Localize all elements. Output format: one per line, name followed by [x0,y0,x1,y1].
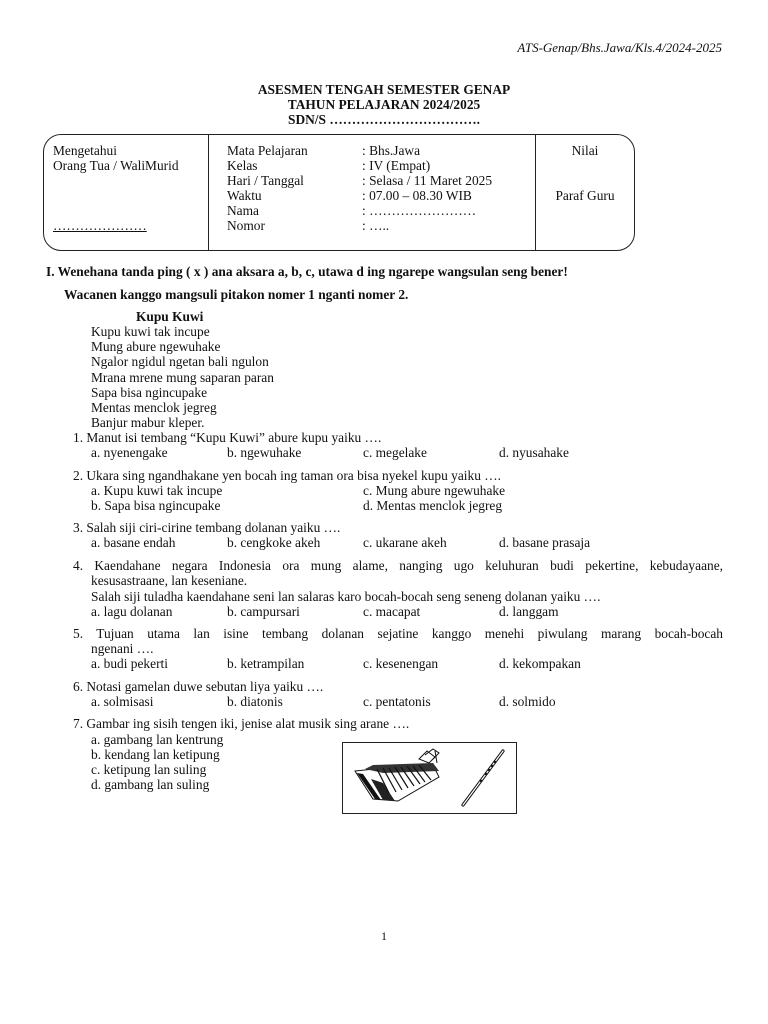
poem-line: Sapa bisa ngincupake [91,385,208,400]
parent-signature-line: ………………… [53,218,147,233]
exam-title: ASESMEN TENGAH SEMESTER GENAP [257,82,511,97]
poem-line: Ngalor ngidul ngetan bali ngulon [91,354,269,369]
question-2: 2. Ukara sing ngandhakane yen bocah ing taman ora bisa nyekel kupu yaiku …. [73,468,502,483]
info-value: : 07.00 – 08.30 WIB [362,188,472,203]
answer-option-c: c. ketipung lan suling [91,762,207,777]
answer-option-a: a. solmisasi [91,694,154,709]
answer-option-c: c. pentatonis [363,694,431,709]
answer-option-a: a. budi pekerti [91,656,168,671]
poem-line: Banjur mabur kleper. [91,415,205,430]
answer-option-a: a. gambang lan kentrung [91,732,224,747]
info-label: Mata Pelajaran [227,143,308,158]
school-name: SDN/S ……………………………. [288,112,480,127]
info-value: : Selasa / 11 Maret 2025 [362,173,493,188]
question-3: 3. Salah siji ciri-cirine tembang dolanan yaiku …. [73,520,341,535]
divider [208,135,209,251]
answer-option-d: d. kekompakan [499,656,581,671]
answer-option-a: a. nyenengake [91,445,168,460]
student-info-box [43,134,635,251]
instrument-picture-frame [342,742,517,814]
info-label: Hari / Tanggal [227,173,304,188]
answer-option-b: b. campursari [227,604,300,619]
question-4-prompt: Salah siji tuladha kaendahane seni lan salaras karo bocah-bocah seng seneng dolanan yaiku …. [91,589,601,604]
question-4: 4. Kaendahane negara Indonesia ora mung alame, nanging ugo keluhuran budi pekertine, kebudayaane, [73,558,723,573]
info-label: Waktu [227,188,262,203]
reading-instruction: Wacanen kanggo mangsuli pitakon nomer 1 nganti nomer 2. [64,287,409,302]
question-4-continued: kesusastraane, lan keseniane. [91,573,248,588]
question-5: 5. Tujuan utama lan isine tembang dolanan sejatine kanggo menehi piwulang marang bocah-bocah [73,626,723,641]
question-6: 6. Notasi gamelan duwe sebutan liya yaiku …. [73,679,324,694]
answer-option-b: b. kendang lan ketipung [91,747,220,762]
info-value: : ….. [362,218,390,233]
answer-option-c: c. macapat [363,604,421,619]
answer-option-c: c. kesenengan [363,656,439,671]
school-year: TAHUN PELAJARAN 2024/2025 [287,97,481,112]
instrument-picture [343,743,516,813]
info-value: : …………………… [362,203,477,218]
info-label: Nama [227,203,259,218]
document-reference: ATS-Genap/Bhs.Jawa/Kls.4/2024-2025 [517,40,722,55]
section-instruction: I. Wenehana tanda ping ( x ) ana aksara a, b, c, utawa d ing ngarepe wangsulan seng bener! [46,264,568,279]
parent-label: Orang Tua / WaliMurid [53,158,179,173]
page-number: 1 [381,929,387,943]
answer-option-c: c. megelake [363,445,427,460]
poem-line: Mentas menclok jegreg [91,400,217,415]
teacher-signature-label: Paraf Guru [555,188,615,203]
gambang-icon [355,749,439,801]
question-1: 1. Manut isi tembang “Kupu Kuwi” abure kupu yaiku …. [73,430,382,445]
poem-line: Mung abure ngewuhake [91,339,221,354]
info-label: Kelas [227,158,258,173]
question-5-continued: ngenani …. [91,641,154,656]
info-value: : Bhs.Jawa [362,143,421,158]
answer-option-d: d. solmido [499,694,556,709]
answer-option-c: c. ukarane akeh [363,535,447,550]
acknowledgement-label: Mengetahui [53,143,117,158]
answer-option-b: b. ngewuhake [227,445,302,460]
info-label: Nomor [227,218,265,233]
info-value: : IV (Empat) [362,158,431,173]
answer-option-b: b. cengkoke akeh [227,535,321,550]
suling-icon [463,751,503,805]
answer-option-b: b. ketrampilan [227,656,305,671]
answer-option-d: d. langgam [499,604,559,619]
poem-line: Mrana mrene mung saparan paran [91,370,274,385]
answer-option-d: d. gambang lan suling [91,777,210,792]
answer-option-a: a. basane endah [91,535,176,550]
answer-option-c: c. Mung abure ngewuhake [363,483,506,498]
poem-line: Kupu kuwi tak incupe [91,324,210,339]
answer-option-d: d. basane prasaja [499,535,591,550]
answer-option-b: b. Sapa bisa ngincupake [91,498,221,513]
poem-title: Kupu Kuwi [136,309,204,324]
answer-option-d: d. Mentas menclok jegreg [363,498,503,513]
score-label: Nilai [571,143,599,158]
answer-option-b: b. diatonis [227,694,283,709]
answer-option-d: d. nyusahake [499,445,569,460]
question-7: 7. Gambar ing sisih tengen iki, jenise alat musik sing arane …. [73,716,410,731]
answer-option-a: a. Kupu kuwi tak incupe [91,483,223,498]
answer-option-a: a. lagu dolanan [91,604,173,619]
